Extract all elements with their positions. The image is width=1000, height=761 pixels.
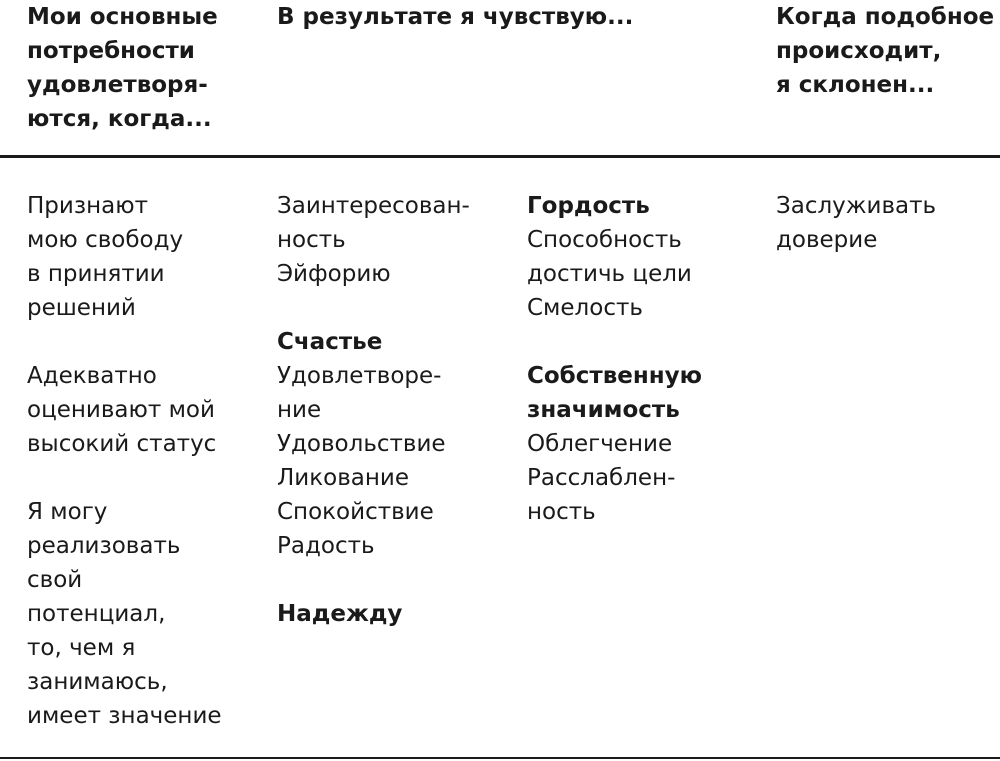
feelings-b-group1-title: Гордость <box>527 193 650 219</box>
feelings-group1-items: Заинтересован- ность Эйфорию <box>277 193 470 287</box>
feelings-b-group2-items: Облегчение Расслаблен- ность <box>527 431 676 525</box>
feelings-group2-title: Счастье <box>277 329 383 355</box>
header-feelings: В результате я чувствую... <box>277 4 634 30</box>
feelings-column-b <box>527 189 702 529</box>
feelings-b-group1-items: Способность достичь цели Смелость <box>527 227 692 321</box>
bottom-divider <box>0 757 1000 759</box>
tendency-column <box>776 189 936 257</box>
feelings-b-group2-title: Собственную значимость <box>527 363 702 423</box>
need-item-freedom: Признают мою свободу в принятии решений <box>27 193 184 321</box>
need-item-potential: Я могу реализовать свой потенциал, то, чем я занимаюсь, имеет значение <box>27 499 222 729</box>
feelings-group2-items: Удовлетворе- ние Удовольствие Ликование Спокойствие Радость <box>277 363 446 559</box>
needs-column <box>27 189 222 733</box>
feelings-column-a <box>277 189 470 631</box>
header-divider <box>0 155 1000 158</box>
need-item-status: Адекватно оценивают мой высокий статус <box>27 363 217 457</box>
feelings-group3-title: Надежду <box>277 601 403 627</box>
tendency-item: Заслуживать доверие <box>776 193 937 253</box>
header-tendency: Когда подобное происходит, я склонен... <box>776 4 995 98</box>
header-needs: Мои основные потребности удовлетворя- ются, когда... <box>27 4 218 132</box>
